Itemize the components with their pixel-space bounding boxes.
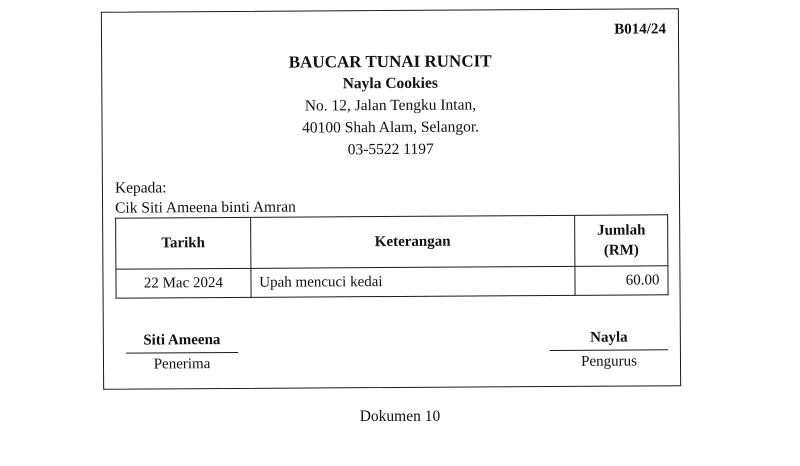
header-amount-line2: (RM) — [603, 242, 639, 259]
row-description: Upah mencuci kedai — [251, 266, 575, 297]
address-line-1: No. 12, Jalan Tengku Intan, — [304, 96, 477, 115]
petty-cash-voucher — [101, 8, 681, 390]
voucher-title: BAUCAR TUNAI RUNCIT — [288, 51, 492, 72]
receiver-signature — [126, 332, 238, 374]
voucher-table — [115, 214, 668, 298]
shop-name: Nayla Cookies — [342, 74, 438, 93]
row-amount: 60.00 — [575, 266, 668, 296]
row-date: 22 Mac 2024 — [116, 268, 251, 298]
receiver-role: Penerima — [153, 356, 211, 373]
voucher-number: B014/24 — [614, 21, 667, 38]
header-amount — [575, 215, 668, 267]
recipient-block — [115, 178, 296, 219]
header-description: Keterangan — [250, 215, 575, 268]
voucher-header — [102, 49, 679, 163]
recipient-name: Cik Siti Ameena binti Amran — [114, 198, 296, 217]
address-line-2: 40100 Shah Alam, Selangor. — [302, 118, 480, 137]
recipient-label: Kepada: — [114, 179, 167, 197]
table-header-row — [116, 215, 668, 269]
manager-name: Nayla — [550, 329, 668, 351]
header-amount-line1: Jumlah — [596, 222, 646, 239]
manager-role: Pengurus — [581, 353, 637, 370]
header-date: Tarikh — [116, 217, 251, 269]
receiver-name: Siti Ameena — [126, 332, 238, 354]
phone-number: 03-5522 1197 — [347, 140, 434, 159]
manager-signature — [550, 329, 668, 371]
document-caption: Dokumen 10 — [359, 408, 441, 425]
table-row — [116, 266, 668, 298]
